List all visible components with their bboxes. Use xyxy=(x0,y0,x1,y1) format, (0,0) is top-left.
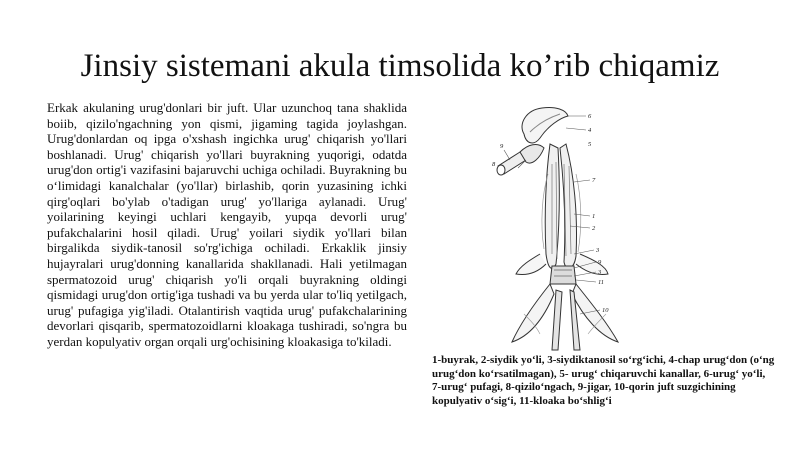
figure-label: 9 xyxy=(500,143,504,150)
figure-label: 4 xyxy=(588,127,592,134)
figure-label: 7 xyxy=(592,177,596,184)
body-paragraph: Erkak akulaning urug'donlari bir juft. Ular uzunchoq tana shaklida boiib, qizilo'ngachning yon qismi, jigaming tagida joylashgan. Urug'donlardan oq ipga o'xshash ingichka urug' chiqarish yo'llari boshlanadi. Urug' chiqarish yo'llari buyrakning yuqorigi, odatda urug'don ortig'i vazifasini bajaruvchi uchiga ochiladi. Buyrakning bu o‘limidagi kanalchalar (yo'llar) birlashib, qorin yuzasining ichki qirg'oqlari bo'ylab o'tadigan urug' yo'llariga aylanadi. Urug' yoilarining keyingi uchlari kengayib, yupqa devorli urug' pufakchalarini hosil qiladi. Urug' yoilari siydik yo'llari bilan birgalikda siydik-tanosil so'rg'ichiga ochiladi. Erkaklik jinsiy hujayralari urug'donning kanallarida shakllanadi. Hali yetilmagan spermatozoid urug' chiqarish yo'li orqali buyrakning oldingi qismidagi urug'don ortig'iga tushadi va bu yerda ular to'liq yetilgach, urug' pufagiga yig'iladi. Otalantirish vaqtida urug' pufakchalarining devorlari qisqarib, spermatozoidlarni kloakaga tushiradi, so'ngra bu yerdan kopulyativ organ orqali urg'ochisining kloakasiga to'kiladi. xyxy=(47,100,407,349)
figure-label: 2 xyxy=(592,225,596,232)
figure-label: 9 xyxy=(598,259,602,266)
figure-caption: 1-buyrak, 2-siydik yo‘li, 3-siydiktanosil so‘rg‘ichi, 4-chap urug‘don (o‘ng urug‘don ko‘rsatilmagan), 5- urug‘ chiqaruvchi kanallar, 6-urug‘ yo‘li, 7-urug‘ pufagi, 8-qizilo‘ngach, 9-jigar, 10-qorin juft suzgichining kopulyativ o‘sig‘i, 11-kloaka bo‘shlig‘i xyxy=(432,354,775,407)
figure-label: 3 xyxy=(598,269,602,276)
figure-label: 10 xyxy=(602,307,609,314)
figure-label: 8 xyxy=(492,161,496,168)
figure-label: 1 xyxy=(592,213,596,220)
slide-title: Jinsiy sistemani akula timsolida ko’rib chiqamiz xyxy=(80,48,720,84)
figure-label: 11 xyxy=(598,279,605,286)
figure-label: 6 xyxy=(588,113,592,120)
figure-label: 3 xyxy=(596,247,600,254)
shark-reproductive-system-illustration xyxy=(490,104,650,352)
figure-label: 5 xyxy=(588,141,592,148)
